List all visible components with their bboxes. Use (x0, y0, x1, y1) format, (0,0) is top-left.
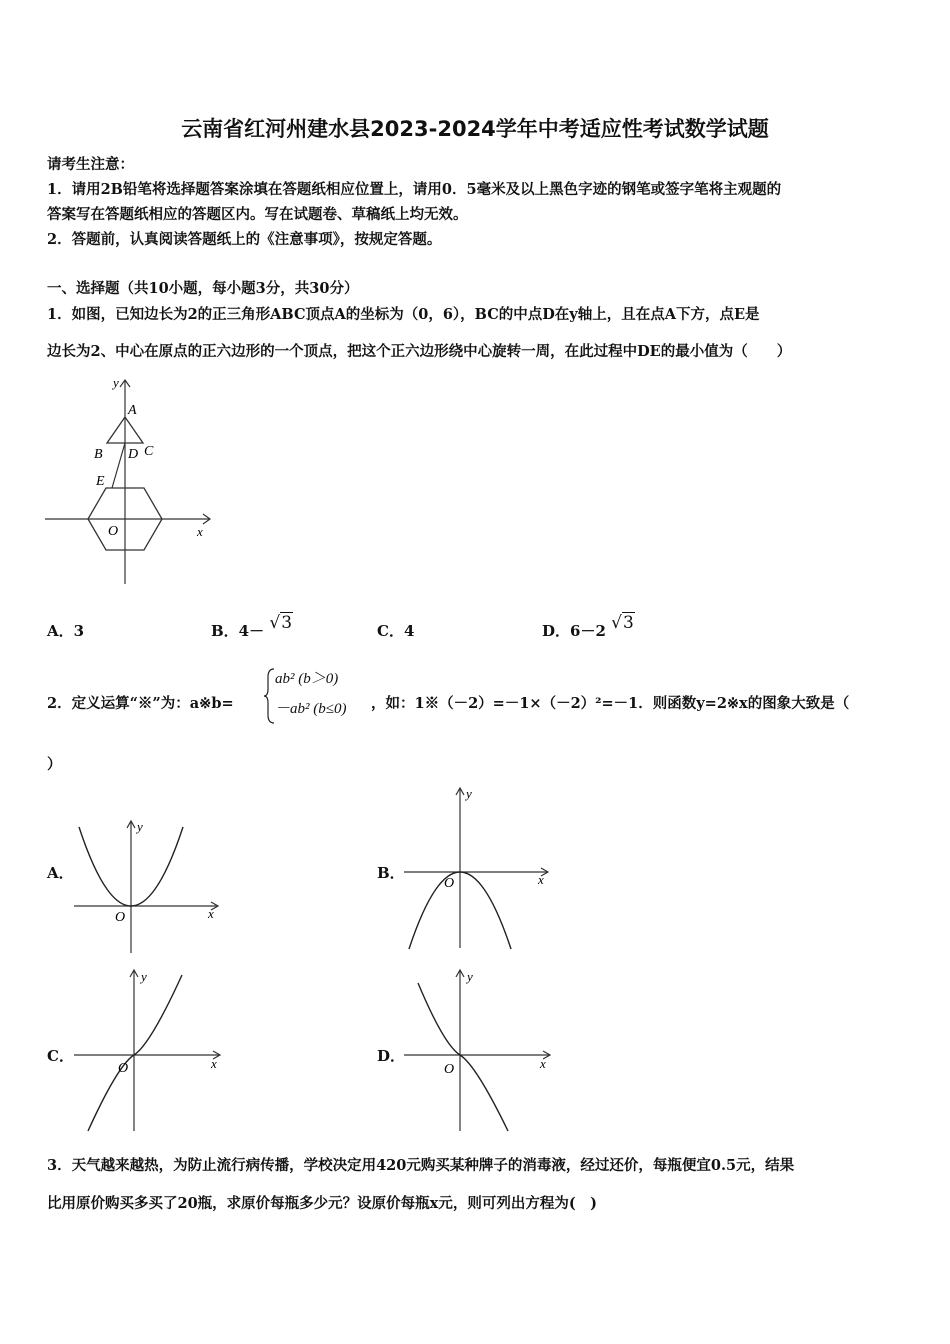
axis-label-y: y (141, 969, 147, 984)
page-title: 云南省红河州建水县2023-2024学年中考适应性考试数学试题 (181, 117, 769, 141)
q2-option-d-label: D． (377, 1047, 406, 1065)
q1-option-b (211, 613, 293, 641)
question-1-figure (40, 372, 220, 592)
fig-label-x: x (197, 524, 203, 539)
q1-option-b-radicand: 3 (281, 613, 293, 633)
axis-label-y: y (137, 819, 143, 834)
axis-label-x: x (540, 1056, 546, 1071)
fig-label-y: y (113, 375, 119, 390)
notice-line-1: 1．请用2B铅笔将选择题答案涂填在答题纸相应位置上，请用0．5毫米及以上黑色字迹的钢笔或签字笔将主观题的 (47, 181, 782, 198)
axis-label-o: O (115, 910, 126, 925)
axis-label-y: y (467, 969, 473, 984)
sqrt-symbol: √3 (269, 613, 293, 633)
q1-option-d-prefix: D．6－2 (542, 622, 606, 640)
q1-option-b-prefix: B．4－ (211, 622, 265, 640)
q1-option-d (542, 613, 635, 641)
fig-label-d: D (128, 447, 139, 462)
axis-label-x: x (538, 872, 544, 887)
fig-label-c: C (144, 444, 154, 459)
axis-label-x: x (208, 906, 214, 921)
question-2-close: ） (47, 756, 62, 773)
fig-label-o: O (108, 524, 119, 539)
axis-label-y: y (466, 786, 472, 801)
q2-graph-c (70, 965, 230, 1135)
notice-line-2: 答案写在答题纸相应的答题区内。写在试题卷、草稿纸上均无效。 (47, 206, 468, 223)
question-1-line-2: 边长为2、中心在原点的正六边形的一个顶点，把这个正六边形绕中心旋转一周，在此过程中DE的最小值为（ ） (47, 343, 792, 360)
q1-option-d-radicand: 3 (622, 613, 634, 633)
axis-label-o: O (118, 1061, 129, 1076)
axis-label-o: O (444, 1062, 455, 1077)
case-1: ab² (b＞0) (275, 671, 339, 687)
notice-line-3: 2．答题前，认真阅读答题纸上的《注意事项》，按规定答题。 (47, 231, 442, 248)
notice-heading: 请考生注意： (47, 156, 134, 173)
question-1-line-1: 1．如图，已知边长为2的正三角形ABC顶点A的坐标为（0，6），BC的中点D在y轴上，且在点A下方，点E是 (47, 306, 760, 323)
q2-graph-a (70, 815, 230, 955)
q1-option-a: A．3 (47, 622, 85, 640)
fig-label-a: A (128, 403, 137, 418)
q2-option-c-label: C． (47, 1047, 74, 1065)
axis-label-o: O (444, 876, 455, 891)
section-heading: 一、选择题（共10小题，每小题3分，共30分） (47, 280, 359, 297)
axis-label-x: x (211, 1056, 217, 1071)
q2-graph-b (400, 783, 560, 953)
q2-graph-d (400, 965, 560, 1135)
segment-de (112, 443, 125, 488)
curve (418, 983, 508, 1131)
fig-label-e: E (96, 474, 105, 489)
case-2: －ab² (b≤0) (275, 701, 347, 717)
question-2-prefix: 2．定义运算“※”为：a※b= (47, 695, 234, 712)
q2-option-b-label: B． (377, 864, 405, 882)
fig-label-b: B (94, 447, 103, 462)
curve (88, 975, 182, 1131)
question-3-line-2: 比用原价购买多买了20瓶，求原价每瓶多少元？设原价每瓶x元，则可列出方程为( ) (47, 1195, 598, 1212)
question-2-suffix: ，如：1※（－2）=－1×（－2）²=－1．则函数y=2※x的图象大致是（ (371, 695, 850, 712)
q1-option-c: C．4 (377, 622, 415, 640)
question-3-line-1: 3．天气越来越热，为防止流行病传播，学校决定用420元购买某种牌子的消毒液，经过还价，每瓶便宜0.5元，结果 (47, 1157, 795, 1174)
sqrt-symbol: √3 (611, 613, 634, 633)
q2-option-a-label: A． (47, 864, 74, 882)
